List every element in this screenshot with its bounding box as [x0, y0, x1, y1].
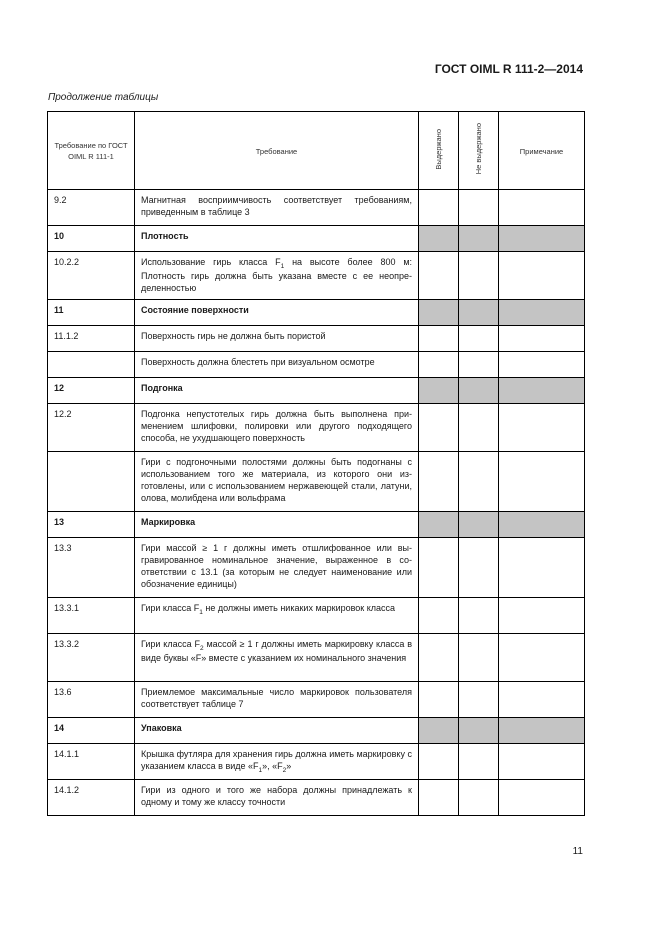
section-number: 10: [48, 226, 135, 252]
section-number: 14: [48, 718, 135, 744]
gray-cell: [499, 226, 585, 252]
failed-cell: [459, 404, 499, 452]
row-number: 10.2.2: [48, 252, 135, 300]
note-cell: [499, 452, 585, 512]
row-number: 11.1.2: [48, 326, 135, 352]
row-requirement: Подгонка непустотелых гирь должна быть выполнена применением шлифовки, полировки или другого подходящего способа, не ухудшающего поверхность: [135, 404, 419, 452]
failed-cell: [459, 538, 499, 598]
passed-cell: [419, 404, 459, 452]
table-row: [48, 598, 585, 634]
failed-cell: [459, 190, 499, 226]
table-row: [48, 452, 585, 512]
table-row: [48, 404, 585, 452]
row-requirement: Поверхность гирь не должна быть пористой: [135, 326, 419, 352]
section-number: 13: [48, 512, 135, 538]
gray-cell: [459, 226, 499, 252]
gray-cell: [459, 300, 499, 326]
passed-cell: [419, 780, 459, 816]
section-title: Состояние поверхности: [135, 300, 419, 326]
row-requirement: Крышка футляра для хранения гирь должна иметь маркировку с указанием класса в виде «$F_1$», «$F_2$»: [135, 744, 419, 780]
row-number: [48, 352, 135, 378]
row-number: 13.6: [48, 682, 135, 718]
note-cell: [499, 190, 585, 226]
row-number: 13.3: [48, 538, 135, 598]
gray-cell: [499, 718, 585, 744]
row-requirement: Гири класса $F_1$ не должны иметь никаких маркировок класса: [135, 598, 419, 634]
col-header-ref: Требование по ГОСТ OIML R 111-1: [48, 112, 135, 190]
section-title: Маркировка: [135, 512, 419, 538]
table-row: [48, 682, 585, 718]
note-cell: [499, 538, 585, 598]
failed-cell: [459, 780, 499, 816]
gray-cell: [499, 300, 585, 326]
table-header-row: [48, 112, 585, 190]
section-row: [48, 718, 585, 744]
col-header-passed: Выдержано: [419, 112, 459, 190]
gray-cell: [459, 718, 499, 744]
table-row: [48, 744, 585, 780]
row-number: 12.2: [48, 404, 135, 452]
table-row: [48, 252, 585, 300]
table-row: [48, 190, 585, 226]
table-row: [48, 780, 585, 816]
failed-cell: [459, 252, 499, 300]
row-number: 13.3.1: [48, 598, 135, 634]
note-cell: [499, 744, 585, 780]
note-cell: [499, 598, 585, 634]
gray-cell: [419, 512, 459, 538]
gray-cell: [419, 300, 459, 326]
passed-cell: [419, 352, 459, 378]
row-requirement: Гири массой ≥ 1 г должны иметь отшлифованное или выгравированное номинальное значение, выраженное в соответствии с 13.1 (за которым не следует наименование или обозначение единицы): [135, 538, 419, 598]
row-number: 14.1.1: [48, 744, 135, 780]
row-number: 9.2: [48, 190, 135, 226]
table-row: [48, 538, 585, 598]
gray-cell: [419, 226, 459, 252]
row-number: [48, 452, 135, 512]
row-requirement: Гири из одного и того же набора должны принадлежать к одному и тому же классу точности: [135, 780, 419, 816]
note-cell: [499, 634, 585, 682]
table-row: [48, 634, 585, 682]
gray-cell: [499, 512, 585, 538]
col-header-failed: Не выдержано: [459, 112, 499, 190]
section-title: Упаковка: [135, 718, 419, 744]
document-code: ГОСТ OIML R 111-2—2014: [434, 62, 583, 76]
passed-cell: [419, 538, 459, 598]
row-requirement: Приемлемое максимальные число маркировок пользователя соответствует таблице 7: [135, 682, 419, 718]
passed-cell: [419, 682, 459, 718]
passed-cell: [419, 252, 459, 300]
row-number: 13.3.2: [48, 634, 135, 682]
passed-cell: [419, 634, 459, 682]
row-number: 14.1.2: [48, 780, 135, 816]
failed-cell: [459, 682, 499, 718]
note-cell: [499, 326, 585, 352]
row-requirement: Гири с подгоночными полостями должны быть подогнаны с использованием того же материала, из которого они изготовлены, или с использованием нержавеющей стали, латуни, олова, молибдена или вольфрама: [135, 452, 419, 512]
note-cell: [499, 252, 585, 300]
passed-cell: [419, 598, 459, 634]
gray-cell: [459, 512, 499, 538]
row-requirement: Гири класса $F_2$ массой ≥ 1 г должны иметь маркировку класса в виде буквы «F» вместе с указанием их номинального значения: [135, 634, 419, 682]
failed-cell: [459, 352, 499, 378]
note-cell: [499, 682, 585, 718]
table-row: [48, 352, 585, 378]
section-row: [48, 378, 585, 404]
failed-cell: [459, 326, 499, 352]
gray-cell: [419, 378, 459, 404]
section-title: Подгонка: [135, 378, 419, 404]
note-cell: [499, 780, 585, 816]
section-row: [48, 300, 585, 326]
gray-cell: [419, 718, 459, 744]
passed-cell: [419, 452, 459, 512]
table-continuation-caption: Продолжение таблицы: [48, 92, 159, 103]
section-number: 12: [48, 378, 135, 404]
passed-cell: [419, 326, 459, 352]
col-header-note: Примечание: [499, 112, 585, 190]
failed-cell: [459, 744, 499, 780]
section-number: 11: [48, 300, 135, 326]
row-requirement: Магнитная восприимчивость соответствует требованиям, приведенным в таблице 3: [135, 190, 419, 226]
failed-cell: [459, 452, 499, 512]
note-cell: [499, 404, 585, 452]
section-row: [48, 512, 585, 538]
failed-cell: [459, 634, 499, 682]
requirements-table: [47, 111, 585, 816]
table-row: [48, 326, 585, 352]
passed-cell: [419, 190, 459, 226]
row-requirement: Поверхность должна блестеть при визуальном осмотре: [135, 352, 419, 378]
passed-cell: [419, 744, 459, 780]
col-header-requirement: Требование: [135, 112, 419, 190]
page-number: 11: [572, 846, 583, 857]
section-title: Плотность: [135, 226, 419, 252]
gray-cell: [499, 378, 585, 404]
row-requirement: Использование гирь класса $F_1$ на высоте более 800 м: Плотность гирь должна быть указана вместе с ее неопределенностью: [135, 252, 419, 300]
failed-cell: [459, 598, 499, 634]
gray-cell: [459, 378, 499, 404]
section-row: [48, 226, 585, 252]
note-cell: [499, 352, 585, 378]
